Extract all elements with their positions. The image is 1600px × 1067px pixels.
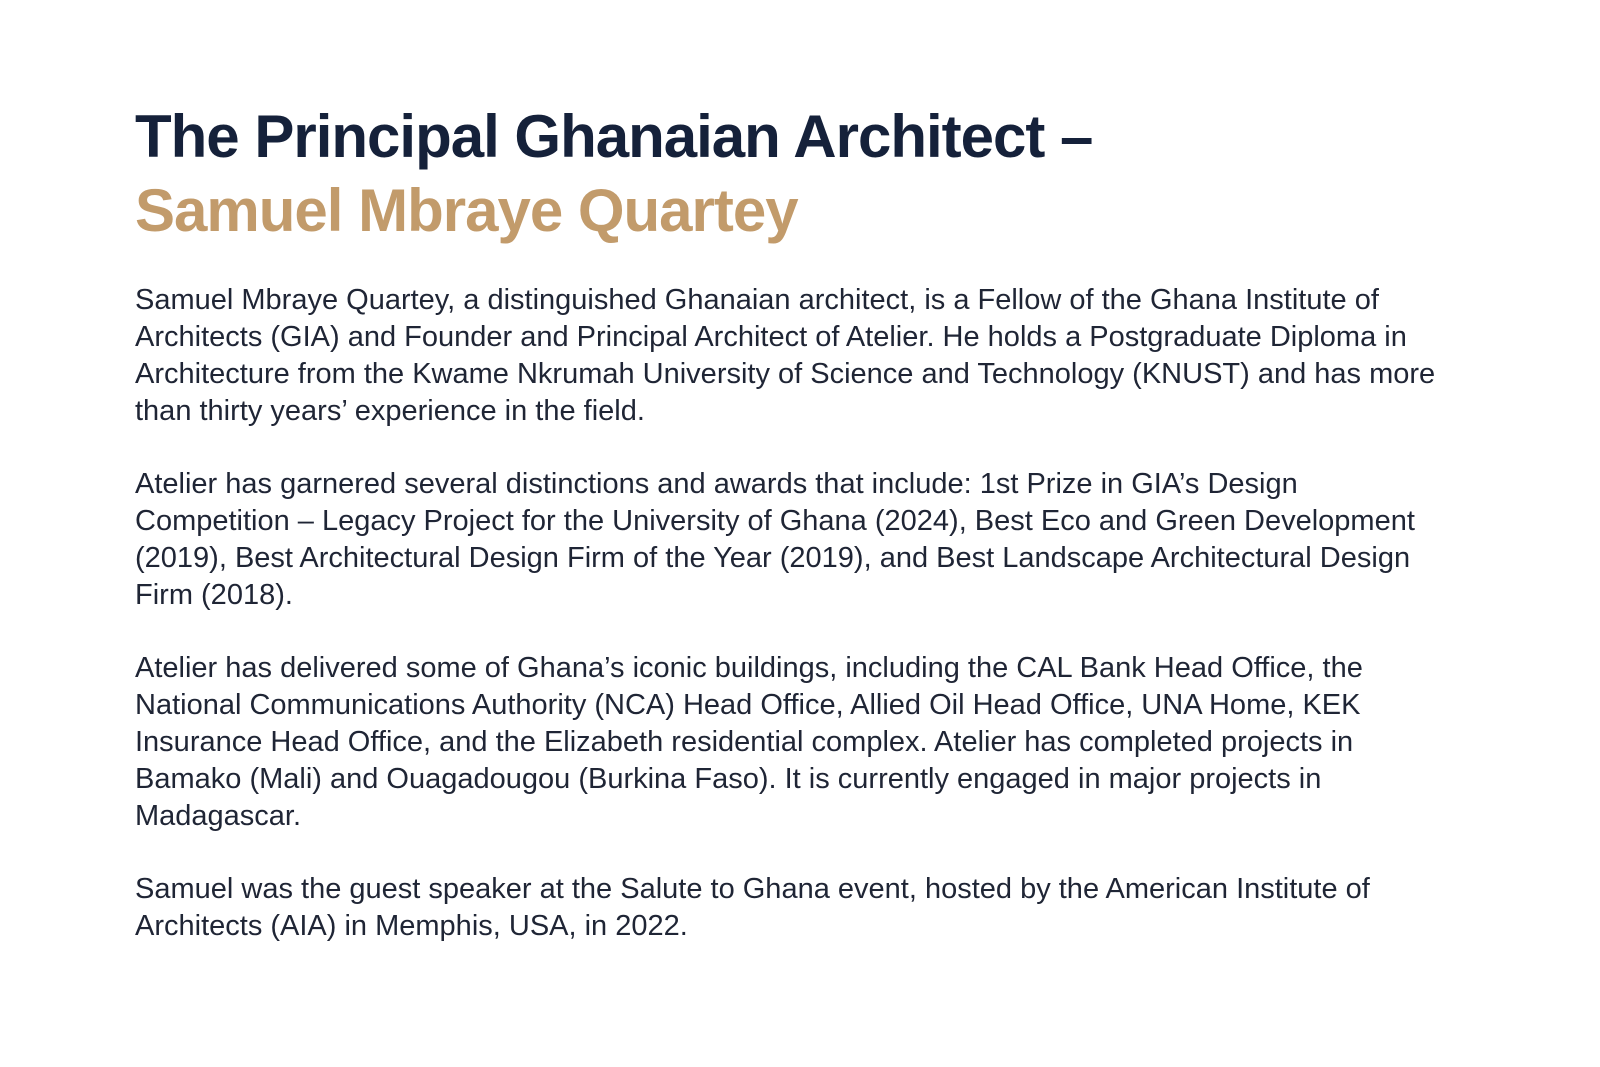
paragraph-projects: Atelier has delivered some of Ghana’s iconic buildings, including the CAL Bank Head Office, the National Communications Authority (NCA) Head Office, Allied Oil Head Office, UNA Home, KEK Insurance Head Office, and the Elizabeth residential complex. Atelier has completed projects in Bamako (Mali) and Ouagadougou (Burkina Faso). It is currently engaged in major projects in Madagascar.	[135, 652, 1363, 832]
title-line-1: The Principal Ghanaian Architect –	[135, 103, 1093, 170]
article-body	[135, 282, 1445, 945]
paragraph-speaking: Samuel was the guest speaker at the Salute to Ghana event, hosted by the American Institute of Architects (AIA) in Memphis, USA, in 2022.	[135, 873, 1370, 942]
article	[135, 100, 1445, 981]
paragraph-biography: Samuel Mbraye Quartey, a distinguished Ghanaian architect, is a Fellow of the Ghana Institute of Architects (GIA) and Founder and Principal Architect of Atelier. He holds a Postgraduate Diploma in Architecture from the Kwame Nkrumah University of Science and Technology (KNUST) and has more than thirty years’ experience in the field.	[135, 284, 1436, 427]
paragraph-awards: Atelier has garnered several distinctions and awards that include: 1st Prize in GIA’s Design Competition – Legacy Project for the University of Ghana (2024), Best Eco and Green Development (2019), Best Architectural Design Firm of the Year (2019), and Best Landscape Architectural Design Firm (2018).	[135, 468, 1415, 611]
page-title	[135, 100, 1445, 248]
title-line-2-name: Samuel Mbraye Quartey	[135, 177, 798, 244]
